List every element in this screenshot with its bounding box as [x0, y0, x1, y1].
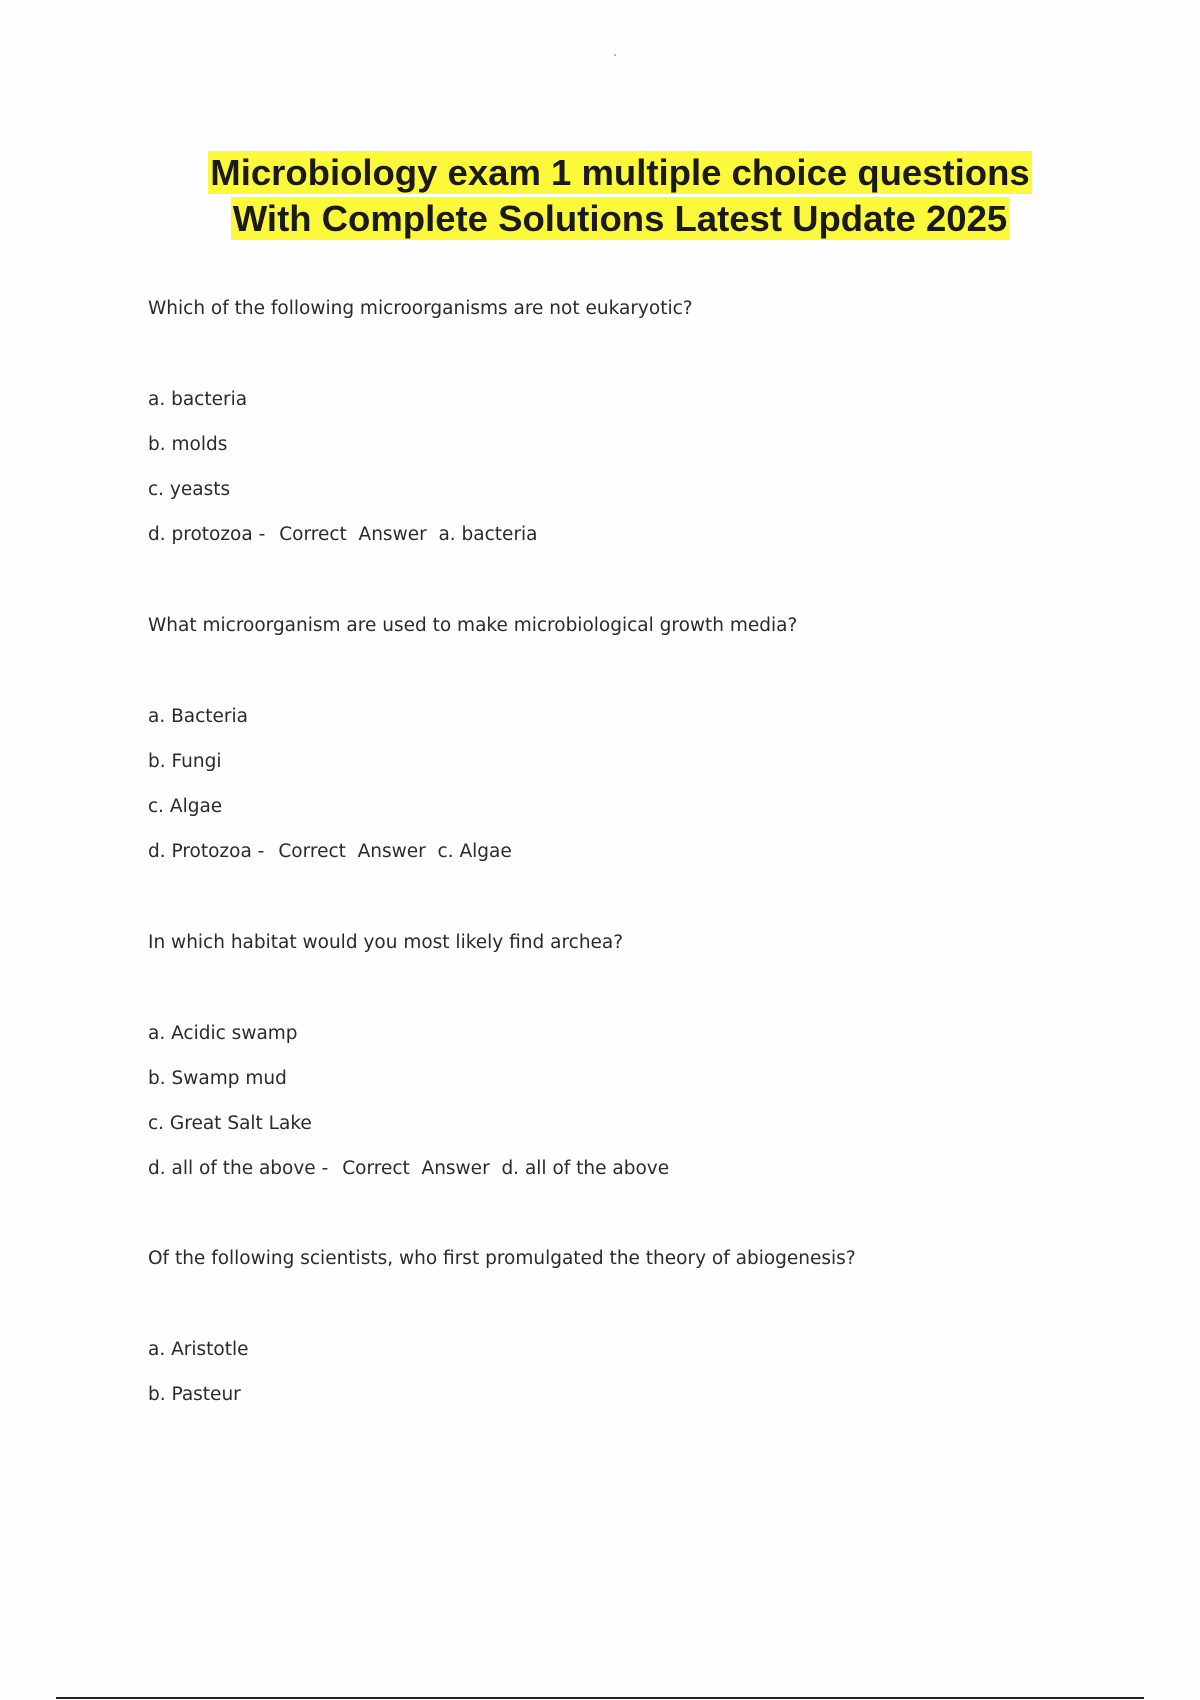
page-mark — [614, 54, 616, 56]
question-1-text: Which of the following microorganisms are not eukaryotic? — [148, 298, 693, 319]
title-line-2: With Complete Solutions Latest Update 2025 — [232, 198, 1008, 239]
question-2-option-a: a. Bacteria — [148, 706, 249, 727]
question-3-option-a: a. Acidic swamp — [148, 1023, 298, 1044]
question-1-answer-label: Correct Answer — [279, 524, 427, 545]
question-4-option-a: a. Aristotle — [148, 1339, 249, 1360]
question-2-answer-label: Correct Answer — [278, 841, 426, 862]
question-2-option-d-answer — [148, 841, 512, 862]
question-2-answer: c. Algae — [437, 841, 512, 862]
question-2-option-d: d. Protozoa - — [148, 841, 265, 862]
question-3-option-d-answer — [148, 1158, 669, 1179]
question-3-option-c: c. Great Salt Lake — [148, 1113, 312, 1134]
question-4-text: Of the following scientists, who first promulgated the theory of abiogenesis? — [148, 1248, 856, 1269]
question-1-option-c: c. yeasts — [148, 479, 231, 500]
question-1-option-b: b. molds — [148, 434, 228, 455]
question-2-text: What microorganism are used to make microbiological growth media? — [148, 615, 798, 636]
question-4-option-b: b. Pasteur — [148, 1384, 241, 1405]
title-line-1: Microbiology exam 1 multiple choice questions — [210, 152, 1030, 193]
page-bottom-rule — [56, 1697, 1144, 1699]
question-1-option-d: d. protozoa - — [148, 524, 266, 545]
question-3-text: In which habitat would you most likely find archea? — [148, 932, 624, 953]
question-2-option-b: b. Fungi — [148, 751, 222, 772]
document-title — [0, 150, 1200, 242]
question-3-answer-label: Correct Answer — [342, 1158, 490, 1179]
question-1-answer: a. bacteria — [438, 524, 538, 545]
question-1-option-a: a. bacteria — [148, 389, 248, 410]
question-3-option-d: d. all of the above - — [148, 1158, 329, 1179]
question-3-option-b: b. Swamp mud — [148, 1068, 287, 1089]
question-2-option-c: c. Algae — [148, 796, 223, 817]
question-3-answer: d. all of the above — [501, 1158, 670, 1179]
question-1-option-d-answer — [148, 524, 538, 545]
